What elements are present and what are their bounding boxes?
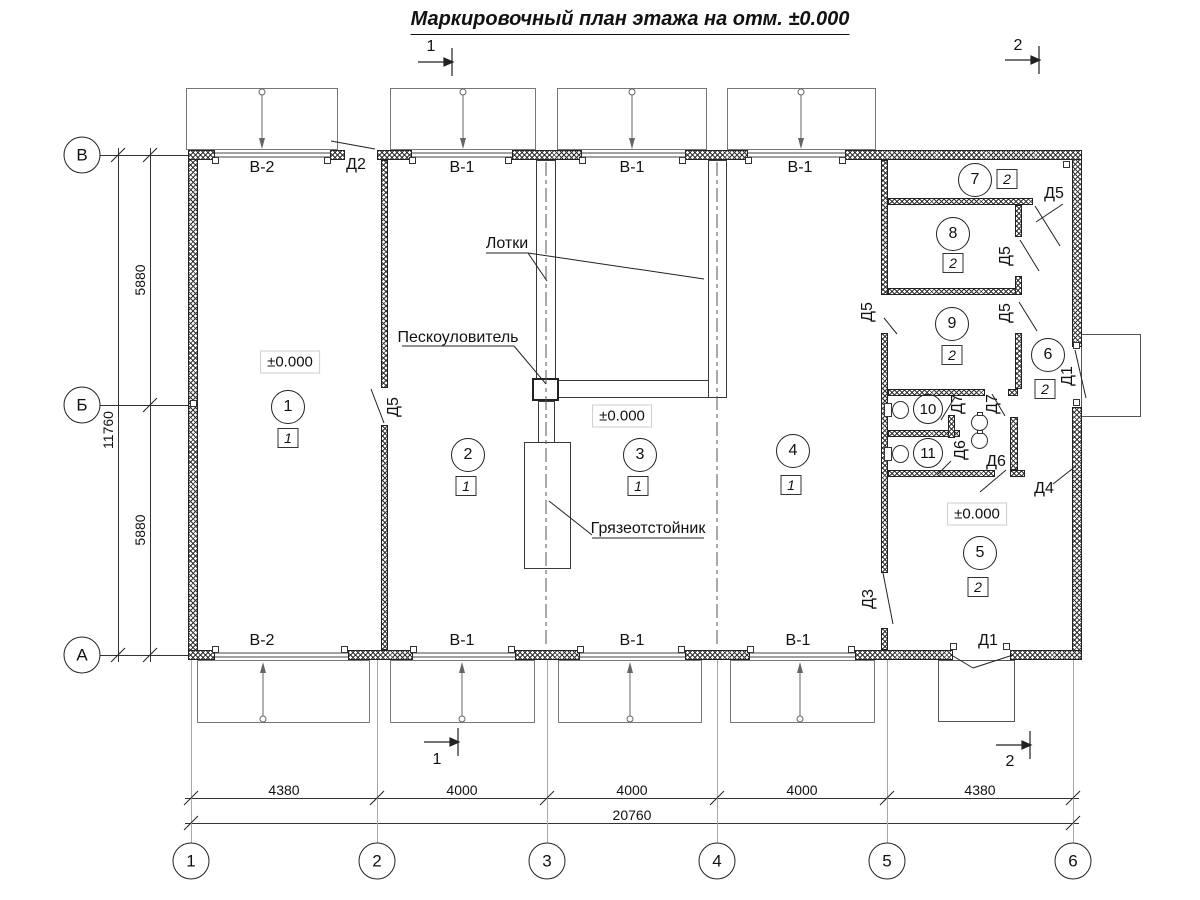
sand-trap-box [532, 378, 559, 401]
wall-pier [377, 150, 412, 160]
window-label: В-1 [449, 632, 475, 649]
wall-room9-corridor [1015, 333, 1022, 389]
window-label: В-1 [619, 632, 645, 649]
col-axis-circle: 1 [173, 843, 210, 880]
floor-type-square: 1 [628, 476, 649, 496]
section-mark-1-top: 1 [426, 38, 436, 55]
axis-line-a [100, 655, 188, 656]
axis-line-2 [377, 660, 378, 843]
jamb-square [212, 646, 219, 653]
col-axis-circle: 3 [529, 843, 566, 880]
toilet-bowl-icon [892, 401, 909, 419]
room-number-circle: 4 [776, 434, 810, 468]
jamb-square [848, 646, 855, 653]
wall-bottom [1010, 650, 1082, 660]
room-number-circle: 11 [913, 438, 943, 468]
floor-type-square: 2 [942, 345, 963, 365]
jamb-square [410, 646, 417, 653]
mud-trap-label: Грязеотстойник [590, 520, 706, 537]
door-label: Д5 [1044, 185, 1064, 202]
jamb-square [505, 157, 512, 164]
jamb-square [1003, 643, 1010, 650]
dim-line-bottom-inner [185, 798, 1079, 799]
door-label: Д6 [986, 453, 1006, 470]
dim-line-left-inner [150, 148, 151, 662]
window-label: В-2 [249, 159, 275, 176]
gate-bottom-2 [390, 660, 535, 723]
window-label: В-2 [249, 632, 275, 649]
floor-type-square: 1 [456, 476, 477, 496]
wall-pier [685, 650, 750, 660]
floor-type-square: 2 [1035, 379, 1056, 399]
wall-room8-9 [888, 288, 1022, 295]
jamb-square [1063, 161, 1070, 168]
col-axis-circle: 6 [1055, 843, 1092, 880]
door-label: Д4 [1034, 480, 1054, 497]
window-label: В-1 [619, 159, 645, 176]
dim-text: 4380 [964, 782, 996, 798]
door-label: Д5 [997, 246, 1014, 266]
toilet-bowl-icon [892, 445, 909, 463]
dim-text: 4000 [446, 782, 478, 798]
wall-top-right [845, 150, 1082, 160]
jamb-square [679, 157, 686, 164]
axis-line-v [100, 155, 188, 156]
jamb-square [212, 157, 219, 164]
row-axis-circle: Б [64, 387, 101, 424]
axis-line-5 [887, 660, 888, 843]
room-number-circle: 1 [271, 390, 305, 424]
sink-tap-icon [977, 430, 983, 434]
jamb-square [341, 646, 348, 653]
wall-pier [685, 150, 748, 160]
door-label: Д5 [997, 303, 1014, 323]
floor-type-square: 1 [781, 475, 802, 495]
wall-exterior-right [1072, 407, 1082, 660]
floor-type-square: 2 [943, 253, 964, 273]
toilet-tank-icon [884, 403, 892, 417]
window-label: В-1 [787, 159, 813, 176]
wall-pier [188, 650, 215, 660]
wall-interior [381, 425, 388, 650]
room-number-circle: 3 [623, 438, 657, 472]
wall-bottom [855, 650, 953, 660]
elevation-mark: ±0.000 [260, 351, 320, 374]
gate-top-1 [186, 88, 338, 150]
row-axis-circle: В [64, 137, 101, 174]
window-label: В-1 [449, 159, 475, 176]
jamb-square [1073, 399, 1080, 406]
elevation-mark: ±0.000 [947, 503, 1007, 526]
section-mark-2-bottom: 2 [1005, 753, 1015, 770]
room-number-circle: 7 [958, 163, 992, 197]
door-label: Д1 [1059, 366, 1076, 386]
wall-interior [881, 628, 888, 650]
dim-text: 4000 [786, 782, 818, 798]
wall-room8-corridor [1015, 205, 1022, 237]
dim-text: 4380 [268, 782, 300, 798]
floor-type-square: 2 [997, 169, 1018, 189]
row-axis-circle: А [64, 637, 101, 674]
dim-text-total: 20760 [612, 807, 652, 823]
jamb-square [190, 400, 197, 407]
wall-interior [881, 160, 888, 295]
gate-bottom-4 [730, 660, 875, 723]
wall-pier [188, 150, 215, 160]
jamb-square [579, 157, 586, 164]
door-label: Д3 [860, 589, 877, 609]
window-label: В-1 [785, 632, 811, 649]
wall-room8-corridor [1015, 276, 1022, 295]
sand-trap-label: Пескоуловитель [397, 329, 519, 346]
room-number-circle: 10 [913, 394, 943, 424]
wall-interior [381, 160, 388, 388]
wall-room7-8 [888, 198, 1033, 205]
section-mark-1-bottom: 1 [432, 751, 442, 768]
jamb-square [577, 646, 584, 653]
dim-text: 5880 [132, 514, 148, 546]
wall-pier [348, 650, 413, 660]
mud-settler-box [524, 442, 571, 569]
jamb-square [678, 646, 685, 653]
room-number-circle: 9 [935, 307, 969, 341]
dim-line-left-outer [118, 148, 119, 662]
wall-room9-10 [1008, 389, 1018, 396]
floor-type-square: 1 [278, 428, 299, 448]
jamb-square [839, 157, 846, 164]
dim-text: 11760 [100, 411, 116, 449]
room-number-circle: 8 [936, 217, 970, 251]
wall-lobby-stub [948, 415, 955, 438]
drawing-title: Маркировочный план этажа на отм. ±0.000 [411, 8, 850, 35]
jamb-square [508, 646, 515, 653]
drainage-tray-lower [538, 401, 555, 443]
gate-bottom-3 [558, 660, 702, 723]
jamb-square [324, 157, 331, 164]
sink-tap-icon [977, 412, 983, 416]
door-label: Д7 [984, 394, 1001, 414]
axis-line-1 [191, 660, 192, 843]
toilet-tank-icon [884, 447, 892, 461]
door-label: Д5 [385, 397, 402, 417]
axis-line-b [100, 405, 198, 406]
wall-room9-10 [888, 389, 985, 396]
wall-pier [330, 150, 345, 160]
wall-room11-5 [888, 470, 995, 477]
room-number-circle: 6 [1031, 338, 1065, 372]
dim-line-bottom-outer [185, 823, 1079, 824]
door-label: Д2 [346, 156, 366, 173]
jamb-square [1073, 342, 1080, 349]
wall-room11-5 [1010, 470, 1025, 477]
drainage-tray-horizontal [556, 380, 709, 398]
door-label: Д5 [859, 302, 876, 322]
drainage-tray-right [708, 160, 727, 398]
floor-type-square: 2 [968, 577, 989, 597]
jamb-square [409, 157, 416, 164]
gate-top-2 [390, 88, 536, 150]
section-mark-2-top: 2 [1013, 37, 1023, 54]
entrance-porch-bottom [938, 660, 1015, 722]
sink-icon [971, 414, 988, 431]
door-label: Д7 [949, 394, 966, 414]
dim-text: 5880 [132, 264, 148, 296]
wall-pier [515, 650, 580, 660]
axis-line-4 [717, 660, 718, 843]
door-label: Д1 [978, 632, 998, 649]
door-label: Д6 [952, 440, 969, 460]
axis-line-3 [547, 660, 548, 843]
room-number-circle: 5 [963, 536, 997, 570]
jamb-square [745, 157, 752, 164]
wall-exterior-right [1072, 150, 1082, 347]
axis-line-6 [1073, 660, 1074, 843]
drainage-tray-left [536, 160, 556, 381]
sink-icon [971, 432, 988, 449]
dim-text: 4000 [616, 782, 648, 798]
trays-label: Лотки [485, 235, 529, 252]
room-number-circle: 2 [451, 438, 485, 472]
entrance-porch-right [1081, 334, 1141, 417]
col-axis-circle: 4 [699, 843, 736, 880]
jamb-square [747, 646, 754, 653]
gate-bottom-1 [197, 660, 370, 723]
col-axis-circle: 5 [869, 843, 906, 880]
wall-pier [512, 150, 582, 160]
wall-lobby-right [1010, 417, 1018, 470]
gate-top-3 [557, 88, 707, 150]
gate-top-4 [727, 88, 876, 150]
jamb-square [950, 643, 957, 650]
elevation-mark: ±0.000 [592, 405, 652, 428]
col-axis-circle: 2 [359, 843, 396, 880]
